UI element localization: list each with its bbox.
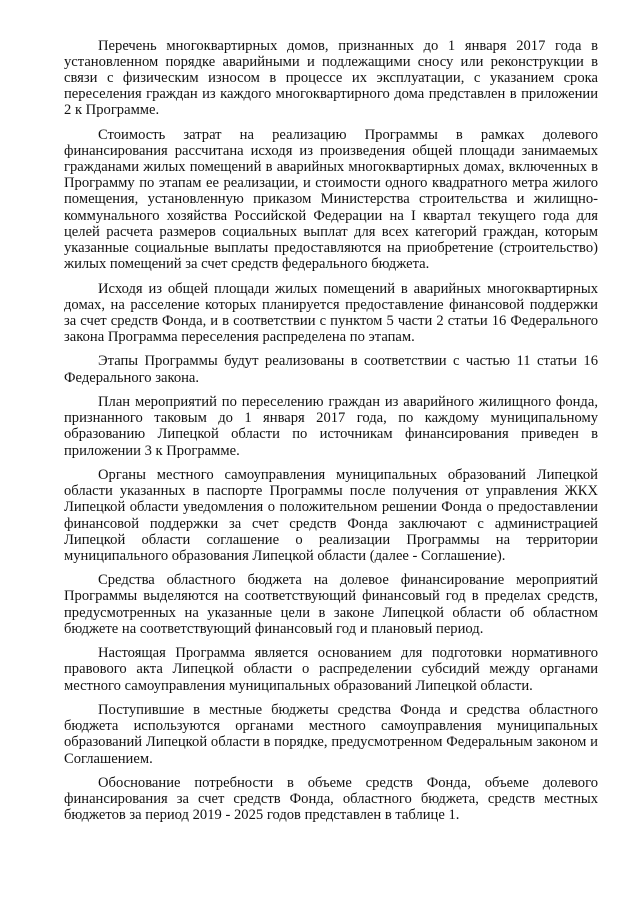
- paragraph-local-authorities-agreement: Органы местного самоуправления муниципальных образований Липецкой области указанных в паспорте Программы после получения от управления ЖКХ Липецкой области уведомления о положительном решении Фонда о предоставлении финансовой поддержки за счет средств Фонда заключают с администрацией Липецкой области соглашение о реализации Программы на территории муниципального образования Липецкой области (далее - Соглашение).: [64, 467, 598, 564]
- paragraph-funds-usage: Поступившие в местные бюджеты средства Фонда и средства областного бюджета используются органами местного самоуправления муниципальных образований Липецкой области в порядке, предусмотренном Федеральным законом и Соглашением.: [64, 702, 598, 767]
- paragraph-program-basis: Настоящая Программа является основанием для подготовки нормативного правового акта Липецкой области о распределении субсидий между органами местного самоуправления муниципальных образований Липецкой области.: [64, 645, 598, 694]
- paragraph-funding-justification: Обоснование потребности в объеме средств Фонда, объеме долевого финансирования за счет средств Фонда, областного бюджета, средств местных бюджетов за период 2019 - 2025 годов представлен в таблице 1.: [64, 775, 598, 824]
- paragraph-emergency-houses-list: Перечень многоквартирных домов, признанных до 1 января 2017 года в установленном порядке аварийными и подлежащими сносу или реконструкции в связи с физическим износом в процессе их эксплуатации, с указанием срока переселения граждан из каждого многоквартирного дома представлен в приложении 2 к Программе.: [64, 38, 598, 119]
- paragraph-regional-budget-funds: Средства областного бюджета на долевое финансирование мероприятий Программы выделяются на соответствующий финансовый год в пределах средств, предусмотренных на указанные цели в законе Липецкой области об областном бюджете на соответствующий финансовый год и плановый период.: [64, 572, 598, 637]
- paragraph-resettlement-plan: План мероприятий по переселению граждан из аварийного жилищного фонда, признанного таковым до 1 января 2017 года, по каждому муниципальному образованию Липецкой области по источникам финансирования приведен в приложении 3 к Программе.: [64, 394, 598, 459]
- document-page: [64, 38, 598, 832]
- paragraph-stages-distribution: Исходя из общей площади жилых помещений в аварийных многоквартирных домах, на расселение которых планируется предоставление финансовой поддержки за счет средств Фонда, и в соответствии с пунктом 5 части 2 статьи 16 Федерального закона Программа переселения распределена по этапам.: [64, 280, 598, 345]
- paragraph-stages-implementation: Этапы Программы будут реализованы в соответствии с частью 11 статьи 16 Федерального закона.: [64, 353, 598, 386]
- paragraph-cost-calculation: Стоимость затрат на реализацию Программы в рамках долевого финансирования рассчитана исходя из произведения общей площади занимаемых гражданами жилых помещений в аварийных многоквартирных домах, включенных в Программу по этапам ее реализации, и стоимости одного квадратного метра жилого помещения, установленную приказом Министерства строительства и жилищно-коммунального хозяйства Российской Федерации на I квартал текущего года для целей расчета размеров социальных выплат для всех категорий граждан, которым указанные социальные выплаты предоставляются на приобретение (строительство) жилых помещений за счет средств федерального бюджета.: [64, 127, 598, 272]
